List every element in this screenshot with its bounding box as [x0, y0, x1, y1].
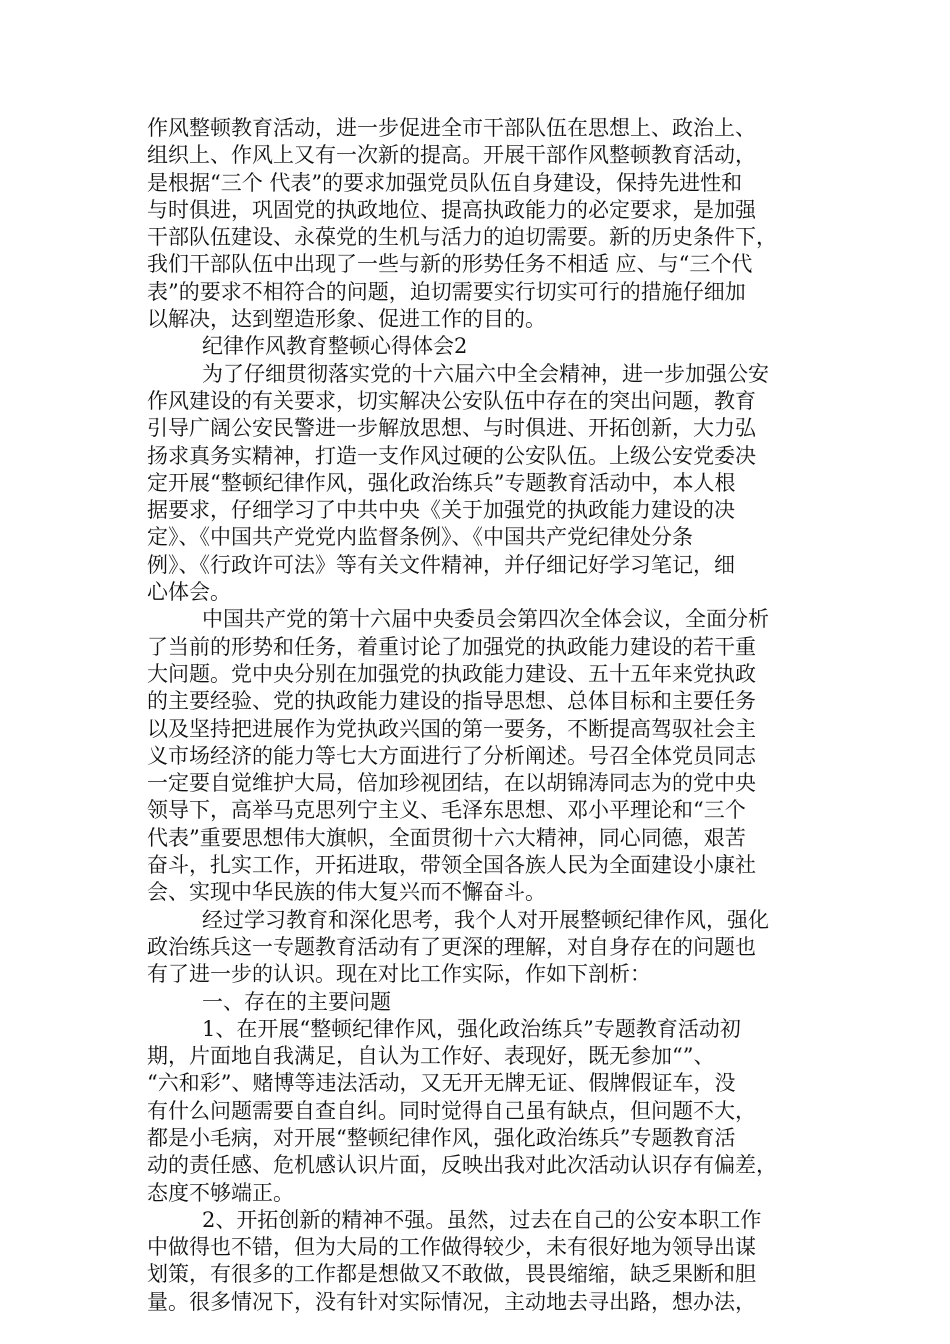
text-line: 定开展“整顿纪律作风，强化政治练兵”专题教育活动中，本人根 — [147, 470, 736, 495]
text-line: 与时俱进，巩固党的执政地位、提高执政能力的必定要求，是加强 — [147, 197, 756, 222]
text-line: 了当前的形势和任务，着重讨论了加强党的执政能力建设的若干重 — [147, 634, 756, 659]
text-line: 作风建设的有关要求，切实解决公安队伍中存在的突出问题，教育 — [147, 388, 756, 413]
text-line: 大问题。党中央分别在加强党的执政能力建设、五十五年来党执政 — [147, 661, 756, 686]
text-line: 动的责任感、危机感认识片面，反映出我对此次活动认识存有偏差， — [147, 1153, 777, 1178]
text-line: 以解决，达到塑造形象、促进工作的目的。 — [147, 307, 546, 332]
text-line: 都是小毛病，对开展“整顿纪律作风，强化政治练兵”专题教育活 — [147, 1125, 736, 1150]
text-line: 代表”重要思想伟大旗帜，全面贯彻十六大精神，同心同德，艰苦 — [147, 825, 746, 850]
paragraph — [147, 115, 807, 333]
text-line: 领导下，高举马克思列宁主义、毛泽东思想、邓小平理论和“三个 — [147, 798, 746, 823]
text-line: 有什么问题需要自查自纠。同时觉得自己虽有缺点，但问题不大， — [147, 1098, 756, 1123]
paragraph — [147, 1207, 807, 1316]
text-line: 期，片面地自我满足，自认为工作好、表现好，既无参加“”、 — [147, 1044, 715, 1069]
text-line: 作风整顿教育活动，进一步促进全市干部队伍在思想上、政治上、 — [147, 116, 756, 140]
text-line: 据要求，仔细学习了中共中央《关于加强党的执政能力建设的决 — [147, 498, 735, 523]
document-page — [147, 115, 807, 1316]
text-line: 表”的要求不相符合的问题，迫切需要实行切实可行的措施仔细加 — [147, 279, 746, 304]
text-line: 中做得也不错，但为大局的工作做得较少，未有很好地为领导出谋 — [147, 1235, 756, 1260]
text-line: 态度不够端正。 — [147, 1180, 294, 1205]
text-line: 纪律作风教育整顿心得体会2 — [202, 334, 468, 359]
text-line: 是根据“三个 代表”的要求加强党员队伍自身建设，保持先进性和 — [147, 170, 743, 195]
paragraph — [147, 907, 807, 989]
text-line: 义市场经济的能力等七大方面进行了分析阐述。号召全体党员同志 — [147, 743, 756, 768]
text-line: 奋斗，扎实工作，开拓进取，带领全国各族人民为全面建设小康社 — [147, 853, 756, 878]
paragraph — [147, 989, 807, 1016]
text-line: 量。很多情况下，没有针对实际情况，主动地去寻出路，想办法， — [147, 1289, 756, 1314]
text-line: 划策，有很多的工作都是想做又不敢做，畏畏缩缩，缺乏果断和胆 — [147, 1262, 756, 1287]
text-line: 以及坚持把进展作为党执政兴国的第一要务，不断提高驾驭社会主 — [147, 716, 756, 741]
text-line: 中国共产党的第十六届中央委员会第四次全体会议，全面分析 — [202, 607, 769, 632]
text-line: 一定要自觉维护大局，倍加珍视团结，在以胡锦涛同志为的党中央 — [147, 771, 756, 796]
text-line: 的主要经验、党的执政能力建设的指导思想、总体目标和主要任务 — [147, 689, 756, 714]
text-line: 政治练兵这一专题教育活动有了更深的理解，对自身存在的问题也 — [147, 934, 756, 959]
paragraph — [147, 333, 807, 360]
text-line: 定》、《中国共产党党内监督条例》、《中国共产党纪律处分条 — [147, 525, 693, 550]
text-line: 有了进一步的认识。现在对比工作实际，作如下剖析： — [147, 962, 651, 987]
text-line: 2、开拓创新的精神不强。虽然，过去在自己的公安本职工作 — [202, 1207, 762, 1232]
paragraph — [147, 361, 807, 607]
text-line: 一、存在的主要问题 — [202, 989, 391, 1014]
text-line: 引导广阔公安民警进一步解放思想、与时俱进、开拓创新，大力弘 — [147, 416, 756, 441]
text-line: 干部队伍建设、永葆党的生机与活力的迫切需要。新的历史条件下， — [147, 225, 777, 250]
text-line: 组织上、作风上又有一次新的提高。开展干部作风整顿教育活动， — [147, 143, 756, 168]
text-line: 经过学习教育和深化思考，我个人对开展整顿纪律作风，强化 — [202, 907, 769, 932]
text-line: 扬求真务实精神，打造一支作风过硬的公安队伍。上级公安党委决 — [147, 443, 756, 468]
text-line: 会、实现中华民族的伟大复兴而不懈奋斗。 — [147, 880, 546, 905]
text-line: “六和彩”、赌博等违法活动，又无开无牌无证、假牌假证车，没 — [147, 1071, 736, 1096]
text-line: 心体会。 — [147, 580, 231, 605]
paragraph — [147, 606, 807, 906]
text-line: 1、在开展“整顿纪律作风，强化政治练兵”专题教育活动初 — [202, 1016, 741, 1041]
text-line: 例》、《行政许可法》等有关文件精神，并仔细记好学习笔记，细 — [147, 552, 735, 577]
text-line: 为了仔细贯彻落实党的十六届六中全会精神，进一步加强公安 — [202, 361, 769, 386]
text-line: 我们干部队伍中出现了一些与新的形势任务不相适 应、与“三个代 — [147, 252, 753, 277]
paragraph — [147, 1016, 807, 1207]
